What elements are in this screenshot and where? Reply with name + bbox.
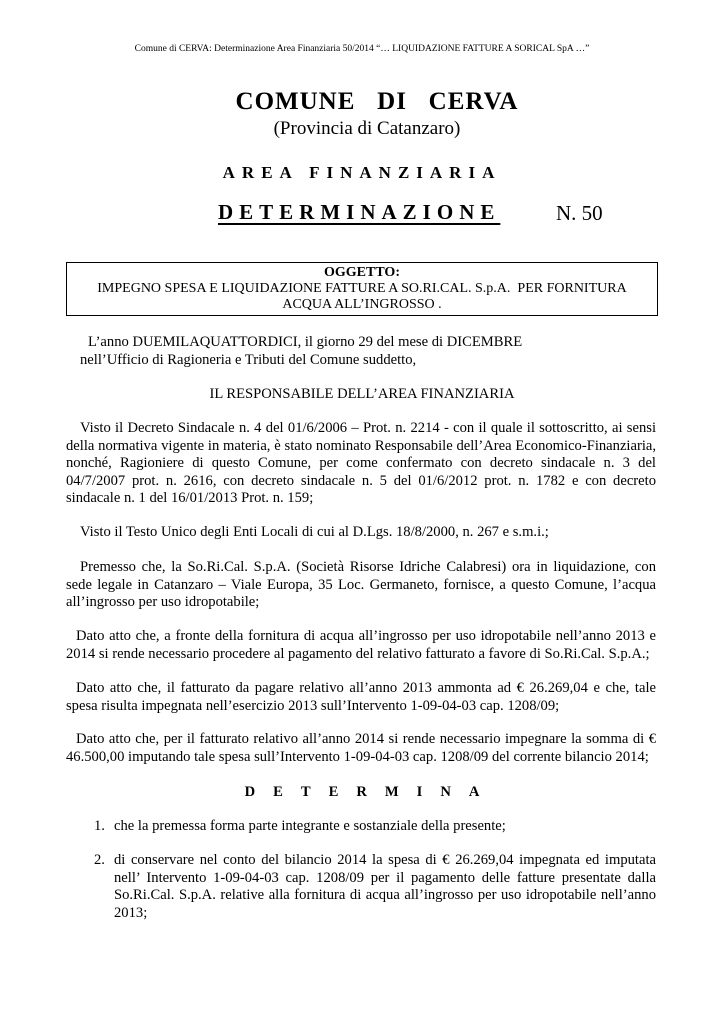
subject-line-1: IMPEGNO SPESA E LIQUIDAZIONE FATTURE A SO.RI.CAL. S.p.A. PER FORNITURA bbox=[97, 281, 627, 296]
determinazione-title: DETERMINAZIONE bbox=[218, 200, 501, 224]
running-header: Comune di CERVA: Determinazione Area Finanziaria 50/2014 “… LIQUIDAZIONE FATTURE A SORICAL SpA …” bbox=[134, 44, 590, 54]
determina-heading: DETERMINA bbox=[244, 784, 498, 800]
paragraph-dato-atto-1: Dato atto che, a fronte della fornitura di acqua all’ingrosso per uso idropotabile nell’anno 2013 e 2014 si rende necessario procedere al pagamento del relativo fatturato a favore di So.Ri.Cal. S.p.A.; bbox=[66, 628, 656, 662]
paragraph-dato-atto-3: Dato atto che, per il fatturato relativo all’anno 2014 si rende necessario impegnare la somma di € 46.500,00 imputando tale spesa sull’Intervento 1-09-04-03 cap. 1208/09 del corrente bilancio 2014; bbox=[66, 731, 656, 765]
list-item-text: che la premessa forma parte integrante e sostanziale della presente; bbox=[114, 818, 506, 834]
paragraph-visto-decreto: Visto il Decreto Sindacale n. 4 del 01/6/2006 – Prot. n. 2214 - con il quale il sottoscritto, ai sensi della normativa vigente in materia, è stato nominato Responsabile dell’Area Economico-Finanziaria, nonché, Ragioniere di questo Comune, per come confermato con decreto sindacale n. 3 del 04/7/2007 prot. n. 2616, con decreto sindacale n. 5 del 01/6/2012 prot. n. 1782 e con decreto sindacale n. 1 del 16/01/2013 Prot. n. 159; bbox=[66, 420, 656, 506]
subject-box bbox=[66, 262, 658, 316]
list-item bbox=[94, 818, 656, 838]
paragraph-visto-tuel: Visto il Testo Unico degli Enti Locali di cui al D.Lgs. 18/8/2000, n. 267 e s.m.i.; bbox=[80, 524, 549, 540]
list-item-text: di conservare nel conto del bilancio 2014 la spesa di € 26.269,04 impegnata ed imputata nell’ Intervento 1-09-04-03 cap. 1208/09 per il pagamento delle fatture presentate dalla So.Ri.Cal. S.p.A. relative alla fornitura di acqua all’ingrosso per uso idropotabile nell’anno 2013; bbox=[114, 852, 656, 921]
area-title: AREA FINANZIARIA bbox=[222, 163, 502, 182]
year-line-2: nell’Ufficio di Ragioneria e Tributi del Comune suddetto, bbox=[80, 352, 417, 368]
paragraph-dato-atto-2: Dato atto che, il fatturato da pagare relativo all’anno 2013 ammonta ad € 26.269,04 e che, tale spesa risulta impegnata nell’esercizio 2013 sull’Intervento 1-09-04-03 cap. 1208/09; bbox=[66, 680, 656, 714]
responsabile-heading: IL RESPONSABILE DELL’AREA FINANZIARIA bbox=[209, 386, 515, 402]
subject-label: OGGETTO: bbox=[324, 265, 400, 280]
list-item bbox=[94, 852, 656, 932]
paragraph-premesso: Premesso che, la So.Ri.Cal. S.p.A. (Società Risorse Idriche Calabresi) ora in liquidazione, con sede legale in Catanzaro – Viale Europa, 35 Loc. Germaneto, fornisce, a questo Comune, l’acqua all’ingrosso per uso idropotabile; bbox=[66, 559, 656, 610]
list-item-number: 1. bbox=[94, 818, 105, 834]
provincia-subtitle: (Provincia di Catanzaro) bbox=[273, 118, 461, 139]
year-line-1: L’anno DUEMILAQUATTORDICI, il giorno 29 del mese di DICEMBRE bbox=[88, 334, 523, 350]
comune-title: COMUNE DI CERVA bbox=[235, 88, 519, 115]
determination-number: N. 50 bbox=[556, 201, 603, 225]
list-item-number: 2. bbox=[94, 852, 105, 868]
subject-line-2: ACQUA ALL’INGROSSO . bbox=[282, 297, 442, 312]
